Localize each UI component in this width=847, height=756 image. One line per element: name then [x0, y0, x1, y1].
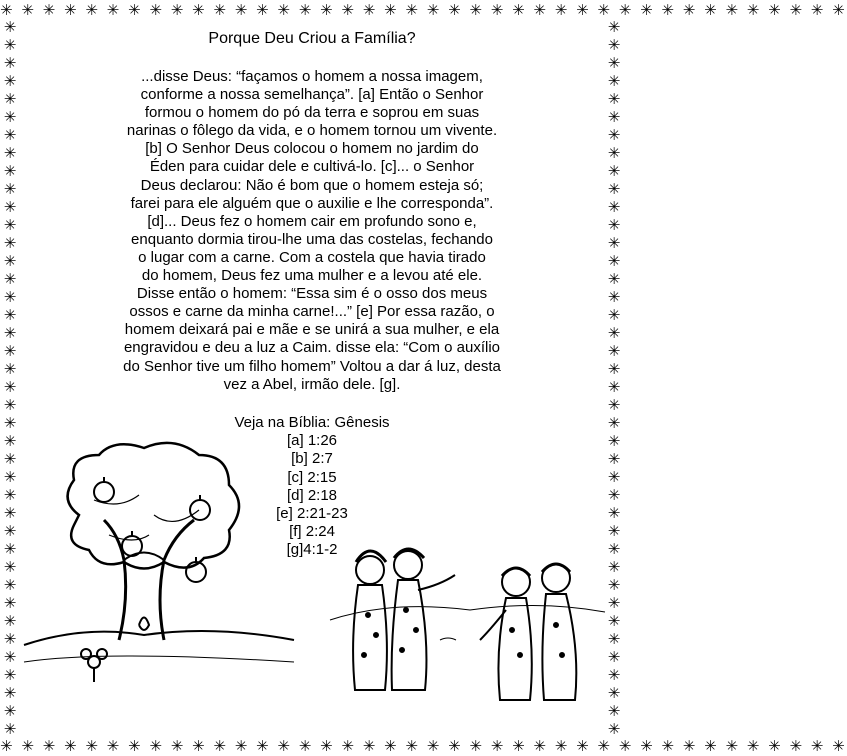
body-line: farei para ele alguém que o auxilie e lhe corresponda”. — [130, 194, 494, 212]
body-line: conforme a nossa semelhança”. [a] Então o Senhor — [140, 86, 484, 104]
body-line: ossos e carne da minha carne!...” [e] Por essa razão, o — [129, 303, 495, 321]
body-line: vez a Abel, irmão dele. [g]. — [223, 375, 401, 393]
body-line: do Senhor tive um filho homem” Voltou a dar á luz, desta — [123, 357, 501, 375]
reference-item: [d] 2:18 — [286, 486, 338, 504]
left-border: ✳✳✳✳✳✳✳✳✳✳✳✳✳✳✳✳✳✳✳✳✳✳✳✳✳✳✳✳✳✳✳✳✳✳✳✳✳✳✳✳ — [3, 18, 17, 738]
body-line: [d]... Deus fez o homem cair em profundo sono e, — [147, 212, 477, 230]
page-title: Porque Deu Criou a Família? — [208, 30, 416, 47]
reference-item: [c] 2:15 — [287, 468, 337, 486]
body-text — [100, 68, 524, 394]
body-line: narinas o fôlego da vida, e o homem tornou um vivente. — [126, 122, 498, 140]
references-heading: Veja na Bíblia: Gênesis — [234, 414, 390, 431]
body-line: formou o homem do pó da terra e soprou em suas — [144, 104, 480, 122]
reference-item: [g]4:1-2 — [286, 541, 338, 559]
body-line: engravidou e deu a luz a Caim. disse ela: “Com o auxílio — [123, 339, 501, 357]
body-line: homem deixará pai e mãe e se unirá a sua mulher, e ela — [124, 321, 500, 339]
reference-item: [f] 2:24 — [289, 523, 335, 541]
body-line: Deus declarou: Não é bom que o homem esteja só; — [140, 176, 484, 194]
body-line: ...disse Deus: “façamos o homem a nossa imagem, — [141, 68, 483, 85]
body-line: Disse então o homem: “Essa sim é o osso dos meus — [136, 285, 488, 303]
reference-item: [b] 2:7 — [291, 450, 333, 468]
body-line: Éden para cuidar dele e cultivá-lo. [c]... o Senhor — [149, 158, 475, 176]
body-line: enquanto dormia tirou-lhe uma das costelas, fechando — [131, 230, 493, 248]
bottom-border: ✳ ✳ ✳ ✳ ✳ ✳ ✳ ✳ ✳ ✳ ✳ ✳ ✳ ✳ ✳ ✳ ✳ ✳ ✳ ✳ ✳ ✳ ✳ ✳ ✳ ✳ ✳ ✳ ✳ ✳ ✳ ✳ ✳ ✳ ✳ ✳ ✳ ✳ ✳ ✳ — [0, 737, 847, 755]
body-line: o lugar com a carne. Com a costela que havia tirado — [138, 248, 486, 266]
top-border: ✳ ✳ ✳ ✳ ✳ ✳ ✳ ✳ ✳ ✳ ✳ ✳ ✳ ✳ ✳ ✳ ✳ ✳ ✳ ✳ ✳ ✳ ✳ ✳ ✳ ✳ ✳ ✳ ✳ ✳ ✳ ✳ ✳ ✳ ✳ ✳ ✳ ✳ ✳ ✳ — [0, 1, 847, 19]
reference-item: [e] 2:21-23 — [276, 505, 348, 523]
body-line: do homem, Deus fez uma mulher e a levou até ele. — [141, 267, 483, 285]
reference-item: [a] 1:26 — [286, 432, 338, 450]
right-border: ✳✳✳✳✳✳✳✳✳✳✳✳✳✳✳✳✳✳✳✳✳✳✳✳✳✳✳✳✳✳✳✳✳✳✳✳✳✳✳✳ — [607, 18, 621, 738]
body-line: [b] O Senhor Deus colocou o homem no jardim do — [145, 140, 479, 158]
apple-tree-illustration — [24, 440, 294, 710]
family-illustration — [330, 540, 605, 710]
